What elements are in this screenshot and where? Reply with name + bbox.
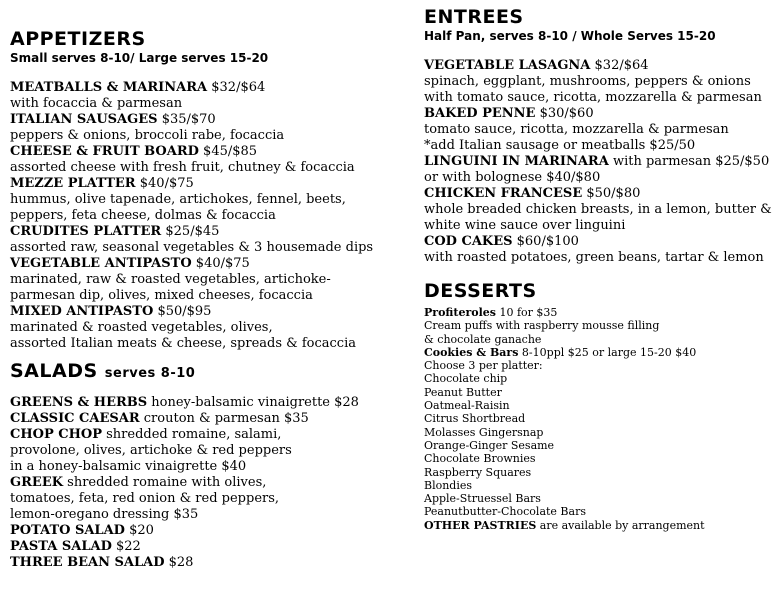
item-text: 10 for $35 xyxy=(495,306,558,319)
item-description: peppers & onions, broccoli rabe, focaccia xyxy=(10,128,285,143)
item-name: PASTA SALAD xyxy=(10,539,112,554)
menu-item xyxy=(10,80,395,96)
menu-line xyxy=(424,399,784,412)
menu-line xyxy=(424,346,784,359)
item-price: $50/$95 xyxy=(157,304,212,319)
item-name: GREEK xyxy=(10,475,64,490)
menu-line xyxy=(424,333,784,346)
menu-line xyxy=(424,106,784,122)
item-text: $20 xyxy=(124,523,154,538)
salad-list xyxy=(10,395,395,571)
item-text: Orange-Ginger Sesame xyxy=(424,438,555,452)
menu-item xyxy=(10,176,395,192)
item-text: & chocolate ganache xyxy=(424,332,542,346)
item-text: with tomato sauce, ricotta, mozzarella & parmesan xyxy=(424,90,762,105)
menu-line xyxy=(424,58,784,74)
menu-line xyxy=(424,492,784,505)
item-description: marinated, raw & roasted vegetables, artichoke- xyxy=(10,272,331,287)
menu-line xyxy=(10,507,395,523)
item-price: $25/$45 xyxy=(165,224,220,239)
menu-line xyxy=(424,74,784,90)
menu-line xyxy=(424,154,784,170)
entrees-subtitle: Half Pan, serves 8-10 / Whole Serves 15-20 xyxy=(424,29,716,43)
menu-line xyxy=(424,519,784,532)
menu-line xyxy=(424,202,784,218)
item-name: ITALIAN SAUSAGES xyxy=(10,112,158,127)
item-price: $32/$64 xyxy=(211,80,266,95)
item-description: peppers, feta cheese, dolmas & focaccia xyxy=(10,208,276,223)
item-name: CLASSIC CAESAR xyxy=(10,411,140,426)
item-name: CHICKEN FRANCESE xyxy=(424,186,583,201)
item-text: $60/$100 xyxy=(512,234,579,249)
entree-list xyxy=(424,58,784,266)
menu-line xyxy=(10,475,395,491)
appetizer-list xyxy=(10,80,395,352)
item-text: provolone, olives, artichoke & red peppers xyxy=(10,443,292,458)
item-description: assorted raw, seasonal vegetables & 3 housemade dips xyxy=(10,240,374,255)
item-text: are available by arrangement xyxy=(536,518,705,532)
appetizers-title: APPETIZERS xyxy=(10,28,146,50)
item-name: MEATBALLS & MARINARA xyxy=(10,80,208,95)
item-text: lemon-oregano dressing $35 xyxy=(10,507,199,522)
menu-line xyxy=(424,466,784,479)
menu-item xyxy=(10,144,395,160)
item-name: POTATO SALAD xyxy=(10,523,125,538)
item-text: with parmesan $25/$50 xyxy=(608,154,770,169)
menu-line xyxy=(10,427,395,443)
menu-line xyxy=(10,443,395,459)
menu-line xyxy=(424,319,784,332)
item-text: in a honey-balsamic vinaigrette $40 xyxy=(10,459,247,474)
entrees-title: ENTREES xyxy=(424,6,524,28)
item-text: Chocolate Brownies xyxy=(424,452,536,466)
menu-item xyxy=(10,112,395,128)
item-text: Raspberry Squares xyxy=(424,465,532,479)
item-text: white wine sauce over linguini xyxy=(424,218,626,233)
item-text: whole breaded chicken breasts, in a lemon, butter & xyxy=(424,202,772,217)
menu-line xyxy=(10,523,395,539)
menu-line xyxy=(424,372,784,385)
item-text: $32/$64 xyxy=(590,58,649,73)
menu-item xyxy=(10,256,395,272)
menu-item xyxy=(10,224,395,240)
menu-line xyxy=(424,218,784,234)
item-text: Cream puffs with raspberry mousse filling xyxy=(424,319,660,333)
item-price: $40/$75 xyxy=(195,256,250,271)
item-description: marinated & roasted vegetables, olives, xyxy=(10,320,273,335)
item-text: tomato sauce, ricotta, mozzarella & parmesan xyxy=(424,122,729,137)
menu-line xyxy=(424,386,784,399)
menu-line xyxy=(10,411,395,427)
menu-line xyxy=(424,479,784,492)
item-description: parmesan dip, olives, mixed cheeses, focaccia xyxy=(10,288,313,303)
menu-line xyxy=(424,250,784,266)
item-text: $50/$80 xyxy=(582,186,641,201)
item-text: Citrus Shortbread xyxy=(424,412,526,426)
item-name: OTHER PASTRIES xyxy=(424,518,537,532)
item-name: LINGUINI IN MARINARA xyxy=(424,154,609,169)
item-name: Profiteroles xyxy=(424,306,496,319)
item-name: COD CAKES xyxy=(424,234,513,249)
menu-line xyxy=(424,306,784,319)
item-text: Apple-Struessel Bars xyxy=(424,492,541,506)
item-text: honey-balsamic vinaigrette $28 xyxy=(147,395,359,410)
item-text: Peanut Butter xyxy=(424,385,502,399)
menu-line xyxy=(424,439,784,452)
appetizers-subtitle: Small serves 8-10/ Large serves 15-20 xyxy=(10,51,269,65)
item-description: with focaccia & parmesan xyxy=(10,96,183,111)
item-name: GREENS & HERBS xyxy=(10,395,148,410)
item-price: $40/$75 xyxy=(139,176,194,191)
menu-line xyxy=(424,359,784,372)
item-text: Choose 3 per platter: xyxy=(424,359,543,373)
item-text: Blondies xyxy=(424,478,473,492)
menu-item xyxy=(10,304,395,320)
item-name: CHEESE & FRUIT BOARD xyxy=(10,144,199,159)
item-text: tomatoes, feta, red onion & red peppers, xyxy=(10,491,280,506)
menu-line xyxy=(10,395,395,411)
item-text: Molasses Gingersnap xyxy=(424,425,544,439)
menu-line xyxy=(424,234,784,250)
item-text: shredded romaine with olives, xyxy=(63,475,267,490)
left-column xyxy=(10,28,395,571)
dessert-list xyxy=(424,306,784,532)
item-name: BAKED PENNE xyxy=(424,106,536,121)
item-name: THREE BEAN SALAD xyxy=(10,555,165,570)
menu-line xyxy=(10,459,395,475)
item-price: $45/$85 xyxy=(203,144,258,159)
menu-line xyxy=(424,138,784,154)
item-text: $28 xyxy=(164,555,194,570)
item-text: 8-10ppl $25 or large 15-20 $40 xyxy=(518,345,697,359)
item-text: $22 xyxy=(111,539,141,554)
item-description: hummus, olive tapenade, artichokes, fennel, beets, xyxy=(10,192,346,207)
item-name: CHOP CHOP xyxy=(10,427,102,442)
item-name: VEGETABLE LASAGNA xyxy=(424,58,591,73)
item-text: *add Italian sausage or meatballs $25/50 xyxy=(424,138,696,153)
desserts-title: DESSERTS xyxy=(424,280,537,302)
item-price: $35/$70 xyxy=(161,112,216,127)
menu-line xyxy=(424,90,784,106)
item-text: or with bolognese $40/$80 xyxy=(424,170,601,185)
item-name: MIXED ANTIPASTO xyxy=(10,304,154,319)
menu-line xyxy=(424,505,784,518)
salads-title: SALADS xyxy=(10,360,98,382)
menu-line xyxy=(424,412,784,425)
menu-line xyxy=(10,539,395,555)
item-name: VEGETABLE ANTIPASTO xyxy=(10,256,192,271)
salads-heading xyxy=(10,360,395,385)
item-text: Chocolate chip xyxy=(424,372,508,386)
item-text: crouton & parmesan $35 xyxy=(139,411,309,426)
item-description: assorted cheese with fresh fruit, chutney & focaccia xyxy=(10,160,355,175)
menu-line xyxy=(424,170,784,186)
item-text: Oatmeal-Raisin xyxy=(424,399,510,413)
item-description: assorted Italian meats & cheese, spreads & focaccia xyxy=(10,336,356,351)
menu-line xyxy=(424,122,784,138)
salads-subtitle: serves 8-10 xyxy=(104,366,196,381)
item-text: $30/$60 xyxy=(535,106,594,121)
item-name: Cookies & Bars xyxy=(424,345,519,359)
menu-line xyxy=(10,491,395,507)
item-text: spinach, eggplant, mushrooms, peppers & onions xyxy=(424,74,751,89)
right-column xyxy=(424,6,784,532)
item-text: shredded romaine, salami, xyxy=(101,427,282,442)
menu-line xyxy=(424,426,784,439)
item-name: MEZZE PLATTER xyxy=(10,176,136,191)
menu-line xyxy=(424,186,784,202)
item-name: CRUDITES PLATTER xyxy=(10,224,162,239)
item-text: with roasted potatoes, green beans, tartar & lemon xyxy=(424,250,764,265)
item-text: Peanutbutter-Chocolate Bars xyxy=(424,505,586,519)
menu-line xyxy=(10,555,395,571)
menu-line xyxy=(424,452,784,465)
